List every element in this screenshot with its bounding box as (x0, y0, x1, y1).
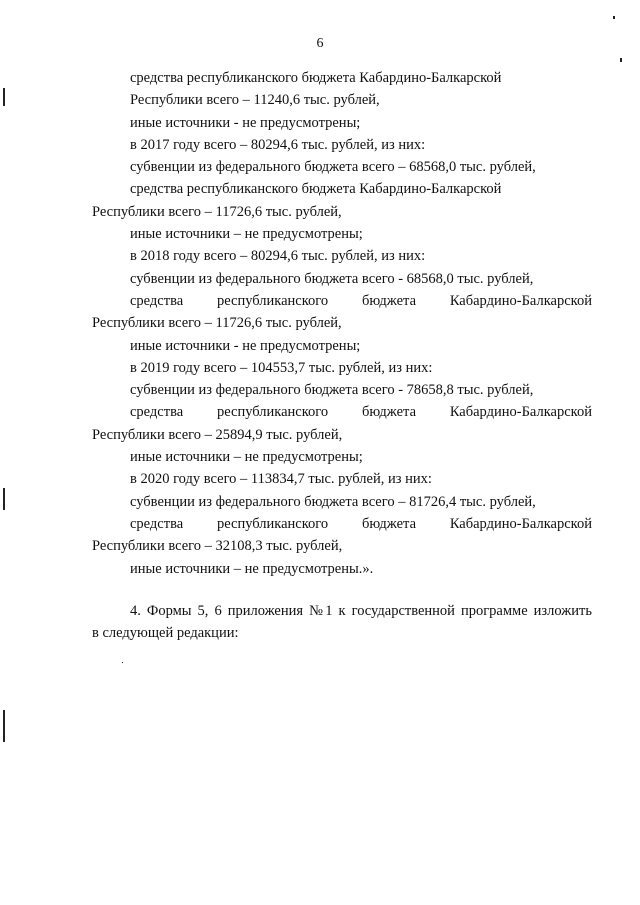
word: Кабардино-Балкарской (449, 292, 592, 309)
paragraph-gap (92, 580, 592, 600)
text-line: Республики всего – 25894,9 тыс. рублей, (92, 426, 343, 443)
text-line: Республики всего – 11240,6 тыс. рублей, (130, 92, 380, 109)
text-line: иные источники – не предусмотрены.». (130, 560, 374, 577)
text-line (92, 290, 592, 312)
scan-mark-left-bottom (3, 710, 5, 742)
text-line: субвенции из федерального бюджета всего – 68568,0 тыс. рублей, (130, 159, 536, 176)
text-line: средства республиканского бюджета Кабардино-Балкарской (130, 181, 502, 198)
word: средства (130, 292, 184, 309)
text-line: Республики всего – 32108,3 тыс. рублей, (92, 538, 343, 555)
word: республиканского (216, 404, 329, 421)
page-number: 6 (316, 36, 324, 51)
text-line: средства республиканского бюджета Кабардино-Балкарской (130, 70, 502, 86)
paragraph-4-line-1: 4. Формы 5, 6 приложения №1 к государственной программе изложить (130, 602, 592, 619)
text-line: иные источники – не предусмотрены; (130, 226, 363, 243)
document-body (92, 67, 592, 644)
word: бюджета (361, 515, 417, 532)
word: бюджета (361, 292, 417, 309)
word: средства (130, 404, 184, 421)
text-line: иные источники - не предусмотрены; (130, 337, 361, 354)
scan-mark-left-mid (3, 488, 5, 510)
text-line: субвенции из федерального бюджета всего - 68568,0 тыс. рублей, (130, 270, 534, 287)
scan-mark-left-top (3, 88, 5, 106)
scan-mark-dot (122, 662, 123, 663)
text-line: субвенции из федерального бюджета всего - 78658,8 тыс. рублей, (130, 382, 534, 399)
text-line (92, 513, 592, 535)
text-line: в 2019 году всего – 104553,7 тыс. рублей, из них: (130, 359, 433, 376)
text-line: в 2020 году всего – 113834,7 тыс. рублей, из них: (130, 471, 432, 488)
word: Кабардино-Балкарской (449, 404, 592, 421)
word: бюджета (361, 404, 417, 421)
word: республиканского (216, 292, 329, 309)
text-line: иные источники – не предусмотрены; (130, 449, 363, 466)
funding-lines (92, 67, 592, 580)
scan-mark-right-second (620, 58, 622, 62)
text-line: Республики всего – 11726,6 тыс. рублей, (92, 203, 342, 220)
text-line: иные источники - не предусмотрены; (130, 114, 361, 131)
text-line: Республики всего – 11726,6 тыс. рублей, (92, 315, 342, 332)
scan-mark-right-top (613, 16, 615, 19)
word: средства (130, 515, 184, 532)
word: республиканского (216, 515, 329, 532)
word: Кабардино-Балкарской (449, 515, 592, 532)
text-line (92, 401, 592, 423)
text-line: в 2018 году всего – 80294,6 тыс. рублей, из них: (130, 248, 426, 265)
text-line: субвенции из федерального бюджета всего – 81726,4 тыс. рублей, (130, 493, 536, 510)
paragraph-4-line-2: в следующей редакции: (92, 625, 239, 642)
text-line: в 2017 году всего – 80294,6 тыс. рублей, из них: (130, 136, 426, 153)
